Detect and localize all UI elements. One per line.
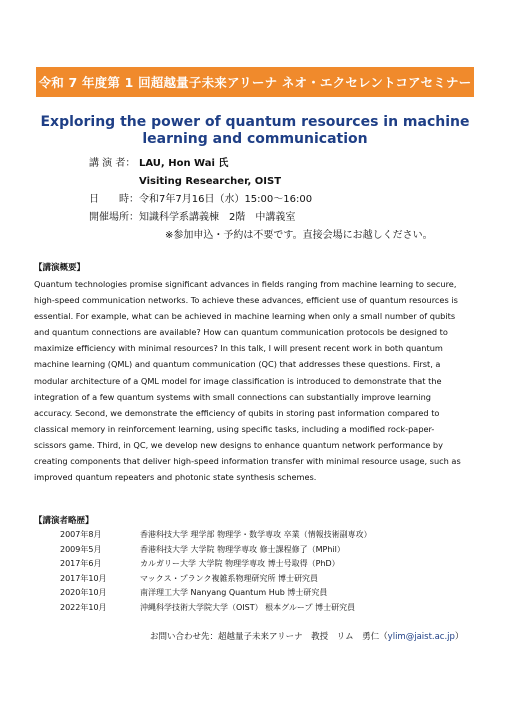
note-row <box>89 227 433 245</box>
career-item <box>60 557 372 572</box>
venue-row <box>89 209 433 227</box>
talk-title-line-2: learning and communication <box>142 131 368 147</box>
career-heading: 【講演者略歴】 <box>34 516 94 526</box>
affiliation-row <box>89 173 433 191</box>
career-item <box>60 528 372 543</box>
career-text: マックス・プランク複雑系物理研究所 博士研究員 <box>140 573 318 583</box>
career-list <box>60 528 372 616</box>
datetime-value: 令和7年7月16日（水）15:00～16:00 <box>139 194 313 205</box>
seminar-banner: 令和 7 年度第 1 回超越量子未来アリーナ ネオ・エクセレントコアセミナー <box>36 67 474 97</box>
datetime-row <box>89 191 433 209</box>
career-text: 香港科技大学 大学院 物理学専攻 修士課程修了（MPhil） <box>140 544 345 554</box>
contact-prefix: お問い合わせ先：超越量子未来アリーナ 教授 リム 勇仁（ <box>150 632 388 642</box>
career-item <box>60 572 372 587</box>
career-item <box>60 586 372 601</box>
career-date: 2022年10月 <box>60 602 107 612</box>
abstract-text: Quantum technologies promise significant advances in fields ranging from machine learning to secure, high-speed communication networks. To achieve these advances, efficient use of quantum resources is essential. For example, what can be achieved in machine learning when only a small number of qubits and quantum connections are available? How can quantum communication protocols be designed to maximize efficiency with minimal resources? In this talk, I will present recent work in both quantum machine learning (QML) and quantum communication (QC) that addresses these questions. First, a modular architecture of a QML model for image classification is introduced to demonstrate that the integration of a few quantum systems with small connections can substantially improve learning accuracy. Second, we demonstrate the efficiency of qubits in storing past information compared to classical memory in reinforcement learning, using specific tasks, including a modified rock-paper-scissors game. Third, in QC, we develop new designs to enhance quantum network performance by creating components that deliver high-speed information transfer with minimal resource usage, such as improved quantum repeaters and photonic state synthesis schemes. <box>34 279 461 483</box>
career-item <box>60 543 372 558</box>
career-date: 2017年10月 <box>60 573 107 583</box>
venue-value: 知識科学系講義棟 2階 中講義室 <box>139 212 296 223</box>
speaker-name: LAU, Hon Wai 氏 <box>139 158 229 169</box>
datetime-label: 日 時： <box>89 194 139 205</box>
talk-title-line-1: Exploring the power of quantum resources in machine <box>40 114 470 130</box>
contact-line <box>150 630 463 642</box>
career-text: カルガリー大学 大学院 物理学専攻 博士号取得（PhD） <box>140 559 340 569</box>
speaker-label: 講 演 者： <box>89 158 136 169</box>
venue-label: 開催場所： <box>89 212 139 223</box>
talk-title <box>40 114 470 148</box>
event-info <box>89 155 433 245</box>
career-date: 2009年5月 <box>60 544 102 554</box>
speaker-affiliation: Visiting Researcher, OIST <box>139 176 282 187</box>
career-item <box>60 601 372 616</box>
career-date: 2007年8月 <box>60 530 102 539</box>
career-date: 2017年6月 <box>60 559 102 569</box>
contact-suffix: ） <box>454 632 464 642</box>
speaker-row <box>89 155 433 173</box>
career-text: 香港科技大学 理学部 物理学・数学専攻 卒業（情報技術副専攻） <box>140 530 372 539</box>
career-date: 2020年10月 <box>60 588 107 598</box>
registration-note: ※参加申込・予約は不要です。直接会場にお越しください。 <box>165 230 433 241</box>
career-text: 沖縄科学技術大学院大学（OIST） 根本グループ 博士研究員 <box>140 602 356 612</box>
contact-email-link[interactable]: ylim@jaist.ac.jp <box>387 632 455 642</box>
career-text: 南洋理工大学 Nanyang Quantum Hub 博士研究員 <box>140 588 328 598</box>
abstract-heading: 【講演概要】 <box>34 263 86 273</box>
